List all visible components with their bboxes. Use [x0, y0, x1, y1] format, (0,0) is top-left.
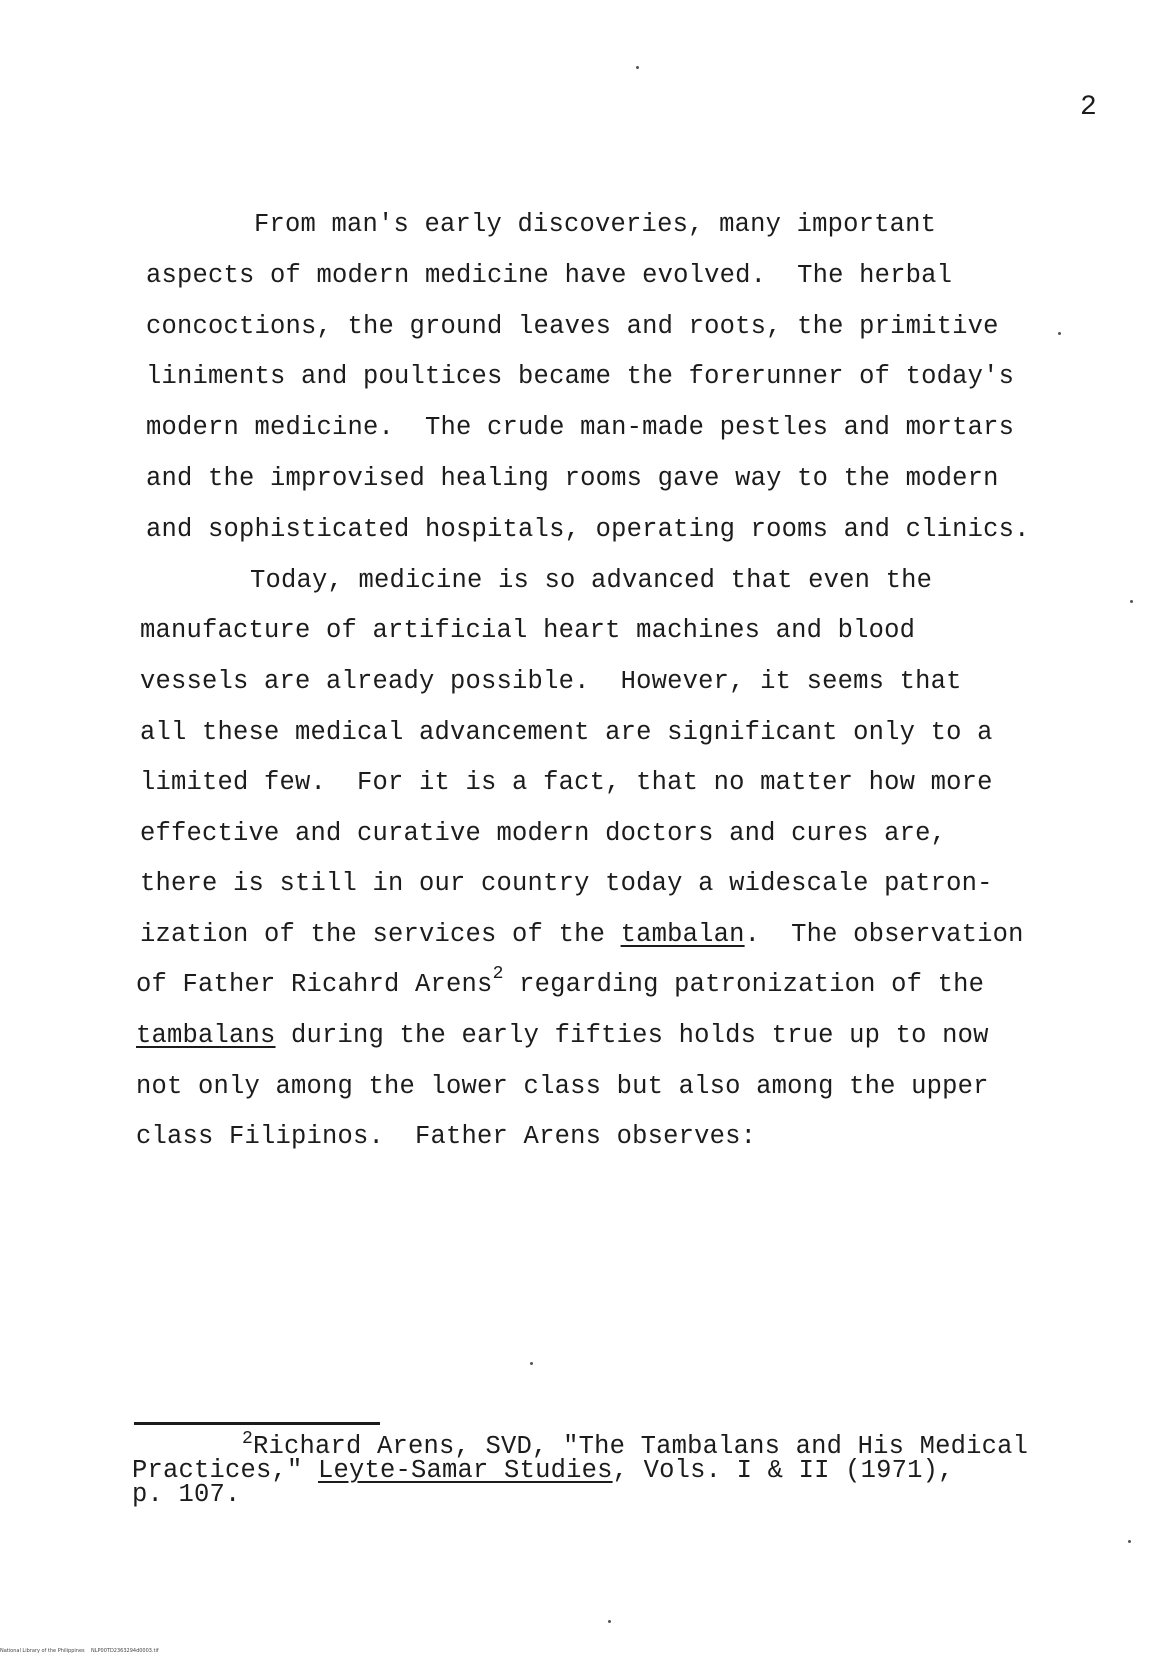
scan-speck: [1058, 332, 1061, 335]
page-number: 2: [1080, 92, 1097, 123]
scan-credit: National Library of the Philippines NLP00TD2363294d0003.tif: [0, 1648, 159, 1654]
text-line: class Filipinos. Father Arens observes:: [136, 1122, 757, 1151]
text-line: and sophisticated hospitals, operating rooms and clinics.: [146, 515, 1030, 544]
text-line: [136, 964, 985, 999]
text-line: liniments and poultices became the forerunner of today's: [146, 362, 1015, 391]
text-line: and the improvised healing rooms gave way to the modern: [146, 464, 999, 493]
text-line: aspects of modern medicine have evolved. The herbal: [146, 261, 953, 290]
underlined-title: Leyte-Samar Studies: [318, 1456, 613, 1485]
scan-speck: [636, 66, 639, 69]
text-segment: regarding patronization of the: [503, 970, 985, 999]
text-segment: Richard Arens, SVD, "The Tambalans and His Medical: [253, 1432, 1029, 1461]
underlined-term: tambalans: [136, 1021, 276, 1050]
footnote-line: p. 107.: [132, 1480, 241, 1509]
scan-speck: [1130, 600, 1133, 603]
text-line: there is still in our country today a widescale patron-: [140, 869, 993, 898]
footnote-marker: 2: [242, 1429, 254, 1449]
text-line: [140, 920, 1024, 949]
text-line: limited few. For it is a fact, that no matter how more: [140, 768, 993, 797]
underlined-term: tambalan: [620, 920, 745, 949]
text-line: all these medical advancement are significant only to a: [140, 718, 993, 747]
scan-speck: [530, 1362, 533, 1365]
footnote-reference: 2: [492, 964, 504, 984]
text-line: concoctions, the ground leaves and roots, the primitive: [146, 312, 999, 341]
text-line: modern medicine. The crude man-made pestles and mortars: [146, 413, 1015, 442]
scan-speck: [608, 1620, 611, 1623]
text-segment: , Vols. I & II (1971),: [612, 1456, 954, 1485]
text-segment: ization of the services of the: [140, 920, 621, 949]
footnote-line: [132, 1456, 954, 1485]
scan-speck: [1128, 1540, 1131, 1543]
text-segment: Practices,": [132, 1456, 319, 1485]
text-line: Today, medicine is so advanced that even the: [250, 566, 933, 595]
footnote-divider: [134, 1422, 380, 1425]
text-line: From man's early discoveries, many important: [254, 210, 937, 239]
text-line: vessels are already possible. However, it seems that: [140, 667, 962, 696]
text-segment: during the early fifties holds true up to now: [275, 1021, 989, 1050]
text-segment: . The observation: [744, 920, 1024, 949]
text-line: [136, 1021, 989, 1050]
text-line: manufacture of artificial heart machines and blood: [140, 616, 916, 645]
text-segment: of Father Ricahrd Arens: [136, 970, 493, 999]
text-line: effective and curative modern doctors and cures are,: [140, 819, 947, 848]
text-line: not only among the lower class but also among the upper: [136, 1072, 989, 1101]
